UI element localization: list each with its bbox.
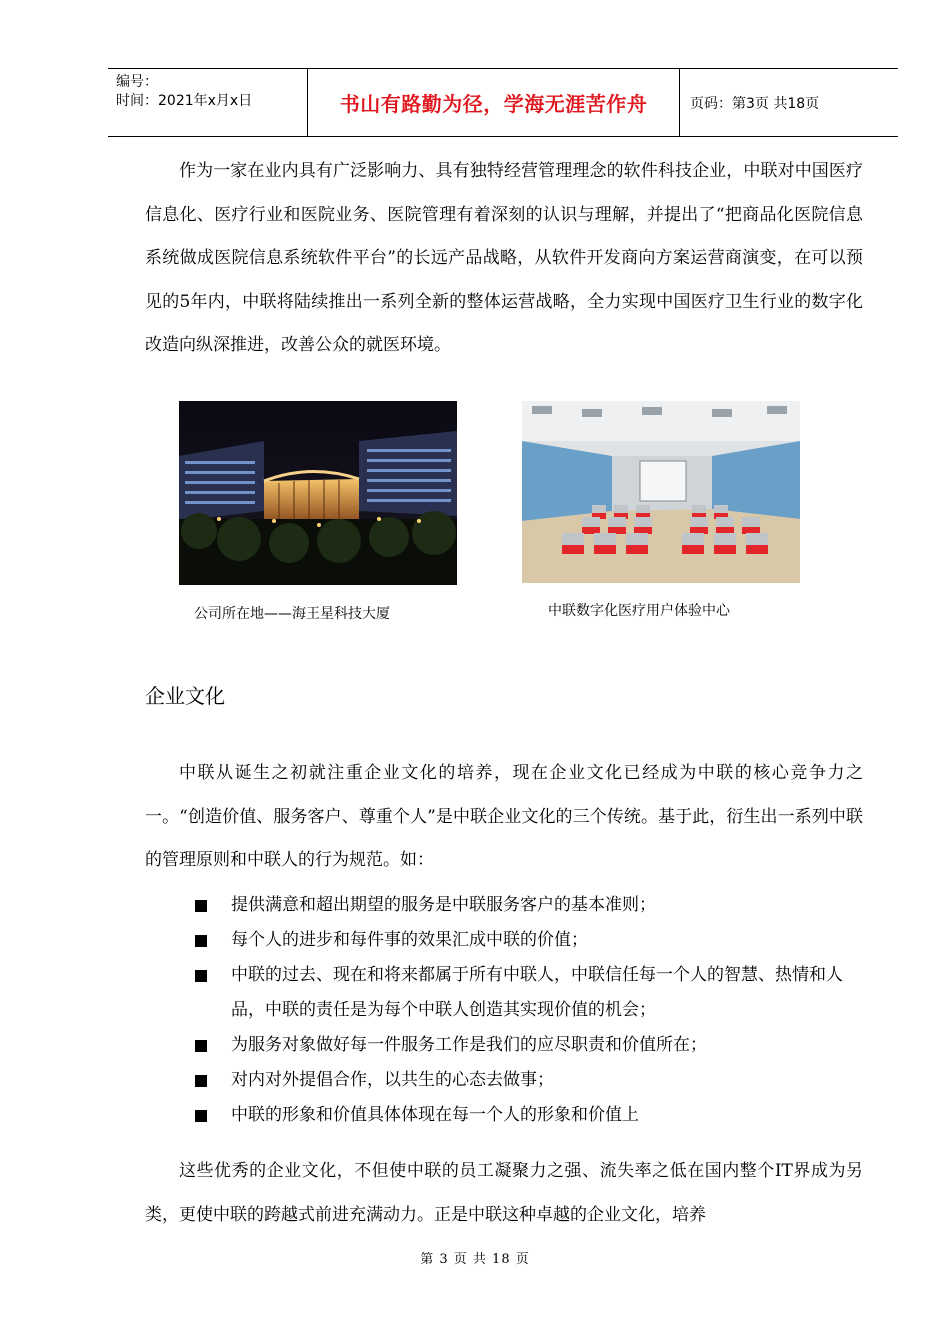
number-label: 编号：	[116, 74, 158, 90]
experience-center-photo	[522, 401, 800, 583]
left-image-caption: 公司所在地——海王星科技大厦	[194, 606, 390, 622]
header-page-cell	[680, 69, 898, 136]
document-header	[108, 68, 898, 137]
header-motto-cell	[308, 69, 680, 136]
motto: 书山有路勤为径，学海无涯苦作舟	[339, 92, 648, 116]
bullet-square-icon	[195, 1040, 207, 1052]
page-label: 页码：第3页 共18页	[690, 95, 820, 112]
section-title: 企业文化	[145, 684, 225, 708]
intro-paragraph: 作为一家在业内具有广泛影响力、具有独特经营管理理念的软件科技企业，中联对中国医疗信息化、医疗行业和医院业务、医院管理有着深刻的认识与理解，并提出了“把商品化医院信息系统做成医院信息系统软件平台”的长远产品战略，从软件开发商向方案运营商演变，在可以预见的5年内，中联将陆续推出一系列全新的整体运营战略，全力实现中国医疗卫生行业的数字化改造向纵深推进，改善公众的就医环境。	[145, 161, 863, 355]
list-item: 中联的形象和价值具体体现在每一个人的形象和价值上	[195, 1098, 875, 1133]
bullet-square-icon	[195, 970, 207, 982]
bullet-square-icon	[195, 1075, 207, 1087]
header-meta	[108, 69, 308, 136]
list-item: 对内对外提倡合作，以共生的心态去做事；	[195, 1063, 875, 1098]
list-item: 提供满意和超出期望的服务是中联服务客户的基本准则；	[195, 888, 875, 923]
list-item: 中联的过去、现在和将来都属于所有中联人，中联信任每一个人的智慧、热情和人品，中联的责任是为每个中联人创造其实现价值的机会；	[195, 958, 875, 1028]
list-item: 每个人的进步和每件事的效果汇成中联的价值；	[195, 923, 875, 958]
bullet-square-icon	[195, 900, 207, 912]
culture-bullet-list	[195, 888, 875, 1133]
time-label: 时间：2021年x月x日	[116, 93, 253, 109]
culture-paragraph: 中联从诞生之初就注重企业文化的培养，现在企业文化已经成为中联的核心竞争力之一。“创造价值、服务客户、尊重个人”是中联企业文化的三个传统。基于此，衍生出一系列中联的管理原则和中联人的行为规范。如：	[145, 763, 863, 870]
bullet-square-icon	[195, 935, 207, 947]
building-night-photo	[179, 401, 457, 585]
list-item: 为服务对象做好每一件服务工作是我们的应尽职责和价值所在；	[195, 1028, 875, 1063]
page-footer: 第 3 页 共 18 页	[420, 1252, 530, 1267]
right-image-caption: 中联数字化医疗用户体验中心	[548, 603, 730, 619]
closing-paragraph: 这些优秀的企业文化，不但使中联的员工凝聚力之强、流失率之低在国内整个IT界成为另类，更使中联的跨越式前进充满动力。正是中联这种卓越的企业文化，培养	[145, 1161, 863, 1225]
bullet-square-icon	[195, 1110, 207, 1122]
